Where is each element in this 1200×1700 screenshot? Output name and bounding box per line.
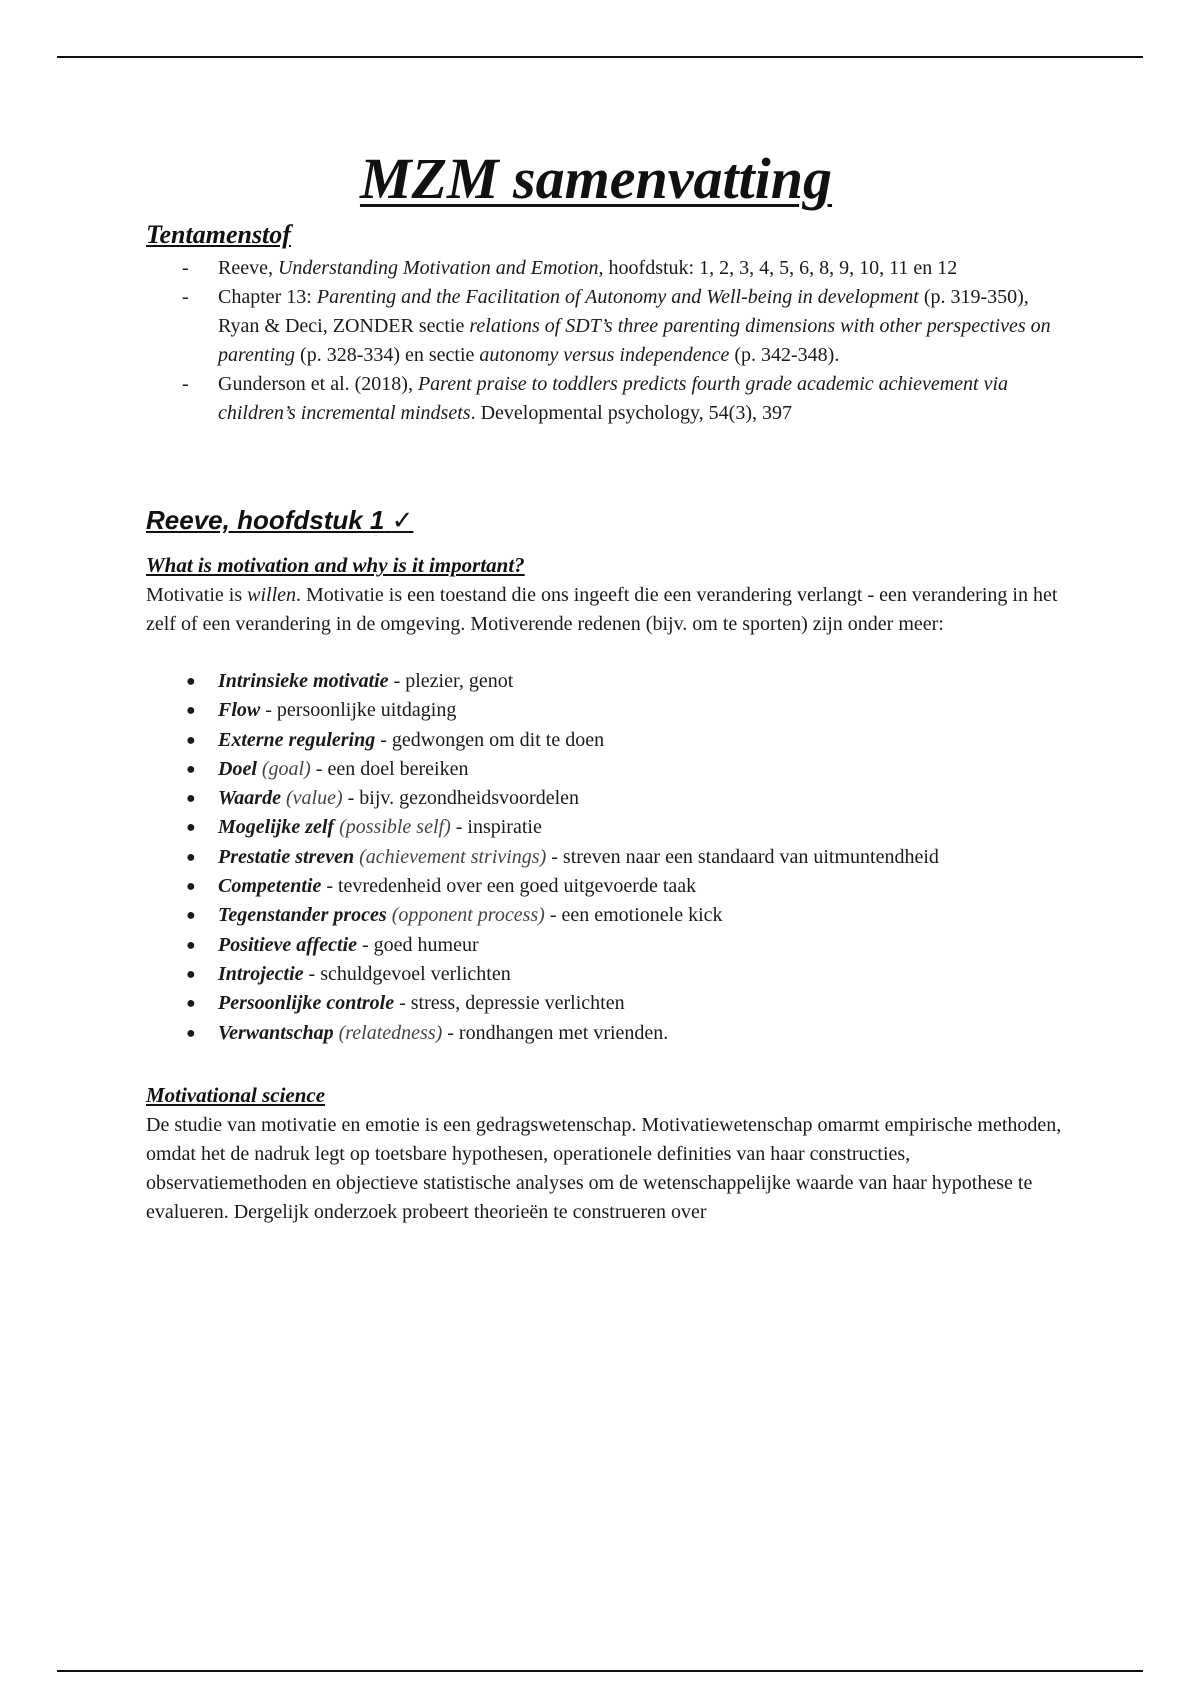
motivational-science-text: De studie van motivatie en emotie is een gedragswetenschap. Motivatiewetenschap omarmt empirische methoden, omdat het de nadruk legt op toetsbare hypothesen, operationele definities van haar constructies, observatiemethoden en objectieve statistische analyses om de wetenschappelijke waarde van haar hypothese te evalueren. Dergelijk onderzoek probeert theorieën te construeren over [146, 1114, 1062, 1223]
term: Tegenstander proces [218, 904, 387, 927]
bullet-dot: ● [186, 965, 196, 983]
bullet-dot: ● [186, 790, 196, 808]
term-translation: (goal) [256, 757, 311, 780]
list-item [146, 872, 1046, 901]
bullet-dot: ● [186, 878, 196, 896]
term: Waarde [218, 787, 281, 810]
checkmark-icon: ✓ [391, 506, 414, 536]
term: Introjectie [218, 962, 304, 985]
list-item [146, 784, 1046, 813]
list-item [146, 901, 1046, 930]
bullet-dot: ● [186, 731, 196, 749]
book-title: Understanding Motivation and Emotion [277, 257, 599, 279]
term-description: - inspiratie [450, 816, 542, 839]
tentamenstof-heading: Tentamenstof [146, 220, 291, 249]
item-text: . Developmental psychology, 54(3), 397 [470, 402, 792, 424]
list-item [146, 696, 1046, 725]
bullet-dot: ● [186, 1024, 196, 1042]
item-text: (p. 328-334) en sectie [295, 344, 480, 366]
item-text: Gunderson et al. (2018), [218, 373, 418, 395]
list-item [146, 283, 1066, 370]
term-translation: (achievement strivings) [354, 845, 547, 868]
chapter1-heading-text: Reeve, hoofdstuk 1 [146, 505, 385, 535]
intro-text: . Motivatie is een toestand die ons ingeeft die een verandering verlangt - een verandering in het zelf of een verandering in de omgeving. Motiverende redenen (bijv. om te sporten) zijn onder meer: [146, 584, 1058, 635]
article-title: Parent praise to toddlers predicts fourth grade academic achievement via children’s incremental mindsets [218, 373, 1009, 424]
document-title: MZM samenvatting [359, 146, 833, 211]
term: Intrinsieke motivatie [218, 670, 389, 692]
term: Persoonlijke controle [218, 992, 395, 1015]
motivation-reasons-list [146, 667, 1046, 1048]
bottom-rule [57, 1670, 1143, 1672]
dash-bullet: - [182, 286, 189, 308]
term-description: - rondhangen met vrienden. [442, 1021, 669, 1044]
term: Prestatie streven [218, 845, 355, 868]
bullet-dot: ● [186, 936, 196, 954]
list-item [146, 370, 1066, 428]
item-text: Chapter 13: [218, 286, 317, 308]
term-description: - plezier, genot [388, 670, 514, 692]
item-text: , hoofdstuk: 1, 2, 3, 4, 5, 6, 8, 9, 10, 11 en 12 [598, 257, 958, 279]
dash-bullet: - [182, 373, 189, 395]
term-description: - stress, depressie verlichten [394, 992, 625, 1015]
term-description: - streven naar een standaard van uitmuntendheid [546, 845, 939, 868]
term-description: - een doel bereiken [310, 757, 469, 780]
bullet-dot: ● [186, 848, 196, 866]
term: Competentie [218, 875, 322, 898]
list-item [146, 667, 1046, 696]
term: Flow [218, 699, 261, 722]
bullet-dot: ● [186, 702, 196, 720]
term-translation: (opponent process) [386, 904, 545, 927]
section-title: autonomy versus independence [479, 344, 730, 366]
list-item [146, 254, 1066, 283]
bullet-dot: ● [186, 995, 196, 1013]
term: Verwantschap [218, 1021, 334, 1044]
bullet-dot: ● [186, 673, 196, 690]
item-text: (p. 319-350), Ryan & Deci, ZONDER sectie [218, 286, 1029, 337]
chapter-title: Parenting and the Facilitation of Autonomy and Well-being in development [316, 286, 919, 308]
list-item [146, 931, 1046, 960]
bullet-dot: ● [186, 819, 196, 837]
term-description: - goed humeur [357, 933, 479, 956]
dash-bullet: - [182, 257, 189, 279]
term-translation: (value) [280, 787, 343, 810]
tentamenstof-list [146, 254, 1066, 428]
item-text: Reeve, [218, 257, 278, 279]
intro-text: Motivatie is [146, 584, 248, 606]
term: Positieve affectie [218, 933, 358, 956]
term-description: - persoonlijke uitdaging [260, 699, 457, 722]
list-item [146, 960, 1046, 989]
term-translation: (possible self) [334, 816, 451, 839]
section-title: relations of SDT’s three parenting dimensions with other perspectives on parenting [218, 315, 1051, 366]
top-rule [57, 56, 1143, 58]
section-heading-motivation: What is motivation and why is it important? [146, 553, 525, 577]
list-item [146, 755, 1046, 784]
list-item [146, 1019, 1046, 1048]
term-description: - schuldgevoel verlichten [303, 962, 511, 985]
term-translation: (relatedness) [333, 1021, 443, 1044]
chapter1-heading [146, 505, 413, 536]
intro-emphasis: willen [247, 584, 296, 606]
item-text: (p. 342-348). [729, 344, 840, 366]
term-description: - gedwongen om dit te doen [375, 728, 605, 751]
bullet-dot: ● [186, 907, 196, 925]
motivation-intro [146, 581, 1066, 639]
bullet-dot: ● [186, 760, 196, 778]
list-item [146, 843, 1046, 872]
term-description: - bijv. gezondheidsvoordelen [342, 787, 580, 810]
list-item [146, 989, 1046, 1018]
term-description: - tevredenheid over een goed uitgevoerde taak [321, 875, 697, 898]
term: Externe regulering [218, 728, 376, 751]
term: Doel [218, 757, 257, 780]
term: Mogelijke zelf [218, 816, 335, 839]
list-item [146, 813, 1046, 842]
list-item [146, 726, 1046, 755]
term-description: - een emotionele kick [544, 904, 723, 927]
section-heading-motivational-science: Motivational science [146, 1083, 326, 1107]
